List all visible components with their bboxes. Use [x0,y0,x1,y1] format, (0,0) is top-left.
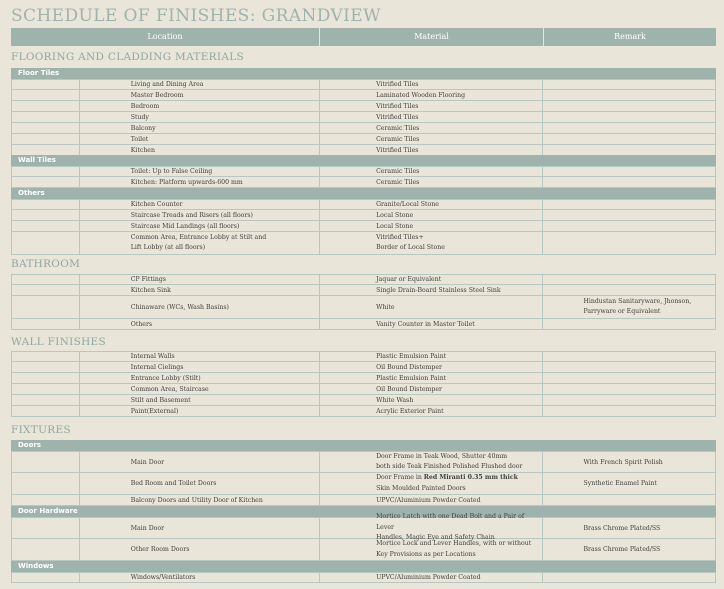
cell-blank [12,384,80,394]
cell-material: Vitrified Tiles [320,101,543,111]
cell-remark [543,177,715,187]
cell-blank [12,134,80,144]
cell-location: Toilet: Up to False Ceiling [80,167,320,176]
cell-material: Mortice Latch with one Dead Bolt and a Pair of Lever [376,513,525,531]
table-row [11,395,716,406]
header-material: Material [320,28,544,46]
cell-material: Ceramic Tiles [320,123,543,133]
cell-remark [543,145,715,155]
bar-floor-tiles: Floor Tiles [11,68,716,79]
table-row [11,177,716,188]
table-row [11,123,716,134]
cell-material: Jaquar or Equivalent [320,275,543,284]
cell-location: Entrance Lobby (Stilt) [80,373,320,383]
cell-material: Local Stone [320,210,543,220]
cell-location: CP Fittings [80,275,320,284]
cell-remark [543,352,715,361]
cell-location: Kitchen [80,145,320,155]
cell-remark [543,406,715,416]
cell-location: Master Bedroom [80,90,320,100]
cell-remark [543,200,715,209]
table-row [11,134,716,145]
cell-material: White Wash [320,395,543,405]
table-row [11,572,716,583]
cell-location: Balcony Doors and Utility Door of Kitchen [80,495,320,505]
cell-remark [543,384,715,394]
table-row [11,101,716,112]
cell-location: Study [80,112,320,122]
cell-location: Common Area, Entrance Lobby at Stilt and [130,233,267,241]
section-bathroom: BATHROOM [11,258,81,270]
cell-remark [543,101,715,111]
bar-doors: Doors [11,440,716,451]
cell-material: Vitrified Tiles [320,112,543,122]
cell-material: UPVC/Aluminium Powder Coated [320,573,543,582]
cell-location: Other Room Doors [80,539,320,560]
cell-location: Chinaware (WCs, Wash Basins) [80,296,320,318]
cell-remark [543,112,715,122]
table-row [11,539,716,561]
table-row [11,232,716,255]
cell-material: Vanity Counter in Master Toilet [320,319,543,329]
cell-remark: Hindustan Sanitaryware, Jhonson, [583,297,692,305]
cell-remark [543,90,715,100]
cell-remark [543,80,715,89]
table-row [11,451,716,473]
cell-material: Border of Local Stone [376,244,445,251]
cell-blank [12,406,80,416]
cell-remark [543,319,715,329]
table-row [11,406,716,417]
page-title: SCHEDULE OF FINISHES: GRANDVIEW [11,6,381,26]
cell-location: Internal Cielings [80,362,320,372]
cell-remark [543,573,715,582]
cell-remark [543,221,715,231]
cell-location: Common Area, Staircase [80,384,320,394]
table-row [11,79,716,90]
cell-blank [12,80,80,89]
table-row [11,373,716,384]
cell-material-bold: Red Miranti 0.35 mm thick [423,474,518,481]
section-wall-finishes: WALL FINISHES [11,336,107,348]
cell-material: Mortice Lock and Lever Handles, with or without [376,540,532,547]
cell-location: Living and Dining Area [80,80,320,89]
cell-material: Plastic Emulsion Paint [320,352,543,361]
cell-material: Oil Bound Distemper [320,384,543,394]
cell-blank [12,145,80,155]
cell-material: UPVC/Aluminium Powder Coated [320,495,543,505]
cell-location: Kitchen: Platform upwards-600 mm [80,177,320,187]
cell-location: Kitchen Counter [80,200,320,209]
cell-material: Key Provisions as per Locations [376,550,476,558]
cell-location: Staircase Treads and Risers (all floors) [80,210,320,220]
cell-location: Lift Lobby (at all floors) [130,244,206,251]
table-row [11,473,716,495]
table-row [11,274,716,285]
table-row [11,296,716,319]
cell-material: Skin Moulded Painted Doors [376,484,466,492]
cell-material: Ceramic Tiles [320,134,543,144]
table-row [11,112,716,123]
cell-location: Staircase Mid Landings (all floors) [80,221,320,231]
table-row [11,513,716,542]
cell-remark [543,123,715,133]
cell-location: Internal Walls [80,352,320,361]
cell-blank [12,221,80,231]
cell-blank [12,362,80,372]
cell-blank [12,395,80,405]
cell-material: Granite/Local Stone [320,200,543,209]
table-row [11,221,716,232]
cell-remark: With French Spirit Polish [583,458,663,466]
cell-material: Plastic Emulsion Paint [320,373,543,383]
cell-remark: Brass Chrome Plated/SS [583,546,661,553]
cell-blank [12,275,80,284]
cell-blank [12,90,80,100]
cell-blank [12,352,80,361]
cell-remark: Brass Chrome Plated/SS [583,524,661,532]
section-flooring: FLOORING AND CLADDING MATERIALS [11,51,244,63]
cell-material: both side Teak Finished Polished Flushed door [376,463,523,470]
table-row [11,384,716,395]
cell-remark [543,362,715,372]
cell-material: Ceramic Tiles [320,177,543,187]
cell-location: Main Door [80,518,320,538]
cell-material: Vitrified Tiles+ [376,233,424,241]
cell-remark [543,395,715,405]
cell-material: Vitrified Tiles [320,145,543,155]
cell-material: Laminated Wooden Flooring [320,90,543,100]
cell-material: Door Frame in Teak Wood, Shutter 40mm [376,452,508,460]
table-row [11,166,716,177]
header-remark: Remark [614,32,646,41]
cell-blank [12,167,80,176]
cell-material: Door Frame in [376,474,424,481]
cell-remark: Synthetic Enamel Paint [583,480,657,487]
bar-others: Others [11,188,716,199]
cell-location: Windows/Ventilators [80,573,320,582]
cell-material: Acrylic Exterior Paint [320,406,543,416]
cell-remark [543,373,715,383]
cell-blank [12,285,80,295]
bar-door-hardware: Door Hardware [11,506,716,517]
cell-location: Balcony [80,123,320,133]
bar-wall-tiles: Wall Tiles [11,155,716,166]
table-row [11,319,716,330]
cell-remark [543,210,715,220]
cell-location: Kitchen Sink [80,285,320,295]
cell-location: Bed Room and Toilet Doors [80,473,320,494]
cell-remark: Parryware or Equivalent [583,308,661,315]
cell-remark [543,285,715,295]
cell-blank [12,112,80,122]
cell-location: Stilt and Basement [80,395,320,405]
table-row [11,351,716,362]
table-row [11,199,716,210]
cell-blank [12,177,80,187]
section-fixtures: FIXTURES [11,424,71,436]
cell-blank [12,373,80,383]
table-row [11,495,716,506]
cell-blank [12,101,80,111]
cell-blank [12,200,80,209]
cell-location: Paint(External) [80,406,320,416]
table-row [11,285,716,296]
cell-remark [543,275,715,284]
table-row [11,210,716,221]
cell-location: Others [80,319,320,329]
header-location: Location [11,28,320,46]
table-header [11,28,716,46]
cell-location: Bedroom [80,101,320,111]
cell-material: Vitrified Tiles [320,80,543,89]
table-row [11,362,716,373]
table-row [11,90,716,101]
cell-location: Toilet [80,134,320,144]
cell-remark [543,167,715,176]
cell-material: Single Drain-Board Stainless Steel Sink [320,285,543,295]
cell-location: Main Door [80,452,320,472]
cell-remark [543,134,715,144]
cell-material: White [320,296,543,318]
cell-material: Handles, Magic Eye and Safety Chain [376,534,495,542]
bar-windows: Windows [11,561,716,572]
cell-blank [12,123,80,133]
cell-material: Oil Bound Distemper [320,362,543,372]
cell-blank [12,210,80,220]
cell-material: Ceramic Tiles [320,167,543,176]
cell-material: Local Stone [320,221,543,231]
